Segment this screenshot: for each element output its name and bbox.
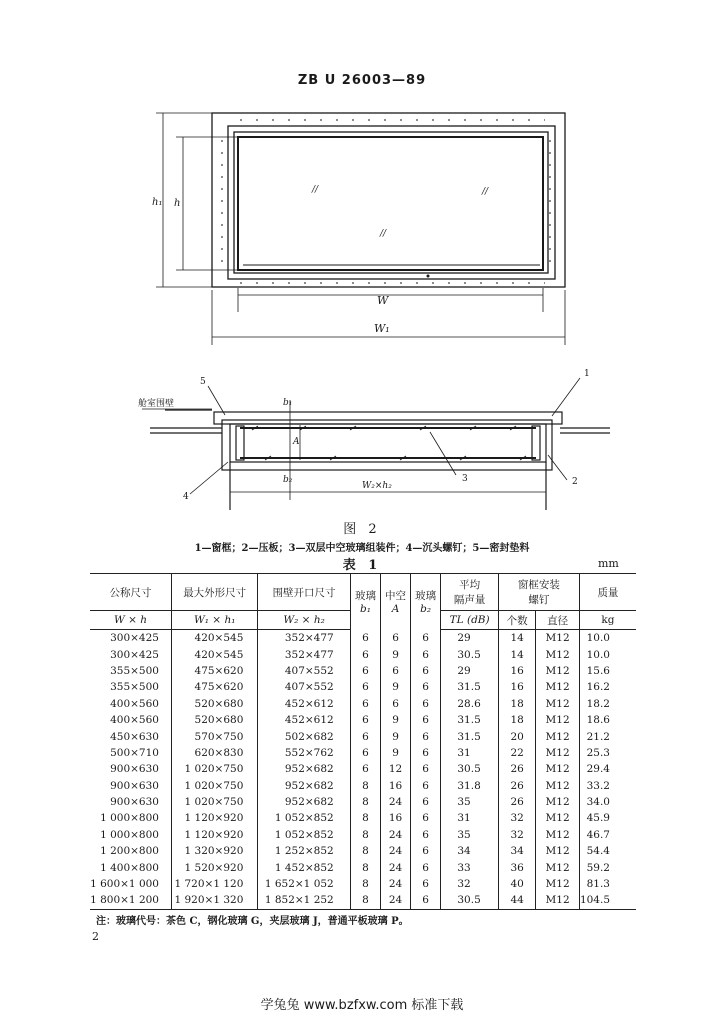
table-cell: 6 [410,859,441,875]
table-cell: 21.2 [579,728,636,744]
table-cell: 952×682 [258,778,350,794]
table-cell: 29 [441,630,499,647]
table-cell: 33 [441,859,499,875]
table-cell: 35 [441,794,499,810]
table-cell: 18.6 [579,712,636,728]
table-unit: mm [598,557,619,570]
table-cell: 6 [410,827,441,843]
table-cell: 355×500 [110,681,159,694]
bolt-markers [222,120,550,283]
table-cell: M12 [536,810,580,826]
th-glass1: 玻璃 b₁ [350,574,381,630]
table-cell: 14 [498,646,535,662]
table-cell: 16 [498,663,535,679]
table-cell: M12 [536,859,580,875]
table-cell: 8 [350,810,381,826]
table-cell: 24 [381,843,411,859]
bulkhead-label: 舱室围壁 [138,399,175,409]
table-cell: 6 [410,696,441,712]
th-opening: 围壁开口尺寸 [258,574,350,611]
table-cell: 452×612 [258,696,350,712]
th-bolts: 窗框安装 螺钉 [498,574,579,611]
table-cell: M12 [536,728,580,744]
table-cell: 502×682 [258,728,350,744]
table-row [90,892,636,909]
table-cell: 6 [350,646,381,662]
th-tl-sym: TL (dB) [441,611,499,630]
th-mass: 质量 [579,574,636,611]
table-cell: 450×630 [110,730,159,743]
table-cell: 6 [350,712,381,728]
dim-b2-label: b₂ [283,475,293,485]
glass-pane-outline [238,137,543,270]
table-cell: 6 [381,696,411,712]
table-cell: M12 [536,892,580,909]
table-cell: M12 [536,794,580,810]
table-cell: 355×500 [110,664,159,677]
table-cell: 30.5 [441,761,499,777]
table-cell: 6 [410,876,441,892]
standard-number-header: ZB U 26003—89 [297,73,427,88]
table-row [90,630,636,647]
table-row [90,859,636,875]
table-cell: 900×630 [110,763,159,776]
table-cell: 407×552 [258,663,350,679]
table-cell: 18 [498,712,535,728]
dim-w1-label: W₁ [374,322,390,335]
table-cell: 30.5 [441,646,499,662]
table-cell: 1 720×1 120 [171,876,257,892]
table-cell: 10.0 [579,646,636,662]
table-cell: 6 [410,810,441,826]
callout-2: 2 [572,477,578,487]
table-cell: 6 [350,696,381,712]
table-row [90,778,636,794]
site-watermark: 学兔兔 www.bzfxw.com 标准下载 [260,998,464,1013]
table-row [90,876,636,892]
table-cell: 40 [498,876,535,892]
table-title: 表 1 [342,558,382,573]
table-cell: 1 120×920 [171,810,257,826]
table-cell: 1 052×852 [258,827,350,843]
table-row [90,843,636,859]
th-hollow: 中空 A [381,574,411,630]
table-cell: 32 [498,810,535,826]
table-cell: 900×630 [110,779,159,792]
table-cell: 24 [381,892,411,909]
table-cell: 1 200×800 [100,845,159,858]
table-cell: 8 [350,794,381,810]
table-cell: 9 [381,712,411,728]
th-mass-unit: kg [579,611,636,630]
callout-3: 3 [462,474,468,484]
table-cell: 24 [381,827,411,843]
table-cell: 1 652×1 052 [258,876,350,892]
table-cell: 15.6 [579,663,636,679]
table-cell: 400×560 [110,697,159,710]
table-cell: 6 [410,679,441,695]
table-cell: 24 [381,794,411,810]
table-cell: 16.2 [579,679,636,695]
table-cell: 33.2 [579,778,636,794]
table-cell: 31.5 [441,712,499,728]
table-cell: 14 [498,630,535,647]
table-cell: 1 120×920 [171,827,257,843]
table-cell: 1 520×920 [171,859,257,875]
callout-5: 5 [200,377,206,387]
table-cell: 46.7 [579,827,636,843]
table-cell: 16 [381,810,411,826]
table-cell: 1 000×800 [100,828,159,841]
table-row [90,761,636,777]
table-cell: 8 [350,859,381,875]
table-cell: 6 [410,778,441,794]
th-tl: 平均 隔声量 [441,574,499,611]
table-cell: 59.2 [579,859,636,875]
table-cell: 6 [410,712,441,728]
table-cell: 6 [350,728,381,744]
table-cell: 1 000×800 [100,812,159,825]
table-cell: 1 800×1 200 [90,892,171,909]
table-cell: 1 320×920 [171,843,257,859]
table-row [90,745,636,761]
table-cell: 10.0 [579,630,636,647]
table-row [90,646,636,662]
table-cell: 1 252×852 [258,843,350,859]
table-cell: 28.6 [441,696,499,712]
table-cell: 352×477 [258,630,350,647]
dim-w-label: W [377,294,389,307]
table-cell: 32 [441,876,499,892]
table-cell: 6 [410,630,441,647]
table-cell: 6 [350,745,381,761]
table-cell: 1 400×800 [100,861,159,874]
spec-table [90,573,636,910]
callout-4: 4 [183,492,189,502]
table-cell: 8 [350,778,381,794]
table-cell: 6 [410,663,441,679]
table-cell: 6 [410,892,441,909]
table-cell: 18 [498,696,535,712]
table-cell: 300×425 [110,632,159,645]
table-cell: 1 600×1 000 [90,878,159,891]
table-cell: 16 [381,778,411,794]
glass-hatch-mark: // [380,229,387,239]
table-cell: M12 [536,630,580,647]
frame-outline-3 [234,132,548,273]
table-cell: M12 [536,778,580,794]
table-cell: 420×545 [171,646,257,662]
table-cell: M12 [536,663,580,679]
table-cell: 9 [381,646,411,662]
table-cell: M12 [536,646,580,662]
table-cell: 8 [350,843,381,859]
table-cell: 26 [498,761,535,777]
table-cell: 1 020×750 [171,761,257,777]
figure-legend: 1—窗框；2—压板；3—双层中空玻璃组装件；4—沉头螺钉；5—密封垫料 [194,543,530,554]
table-cell: 6 [381,663,411,679]
table-note: 注：玻璃代号：茶色 C，钢化玻璃 G，夹层玻璃 J，普通平板玻璃 P。 [96,916,409,927]
table-cell: 34.0 [579,794,636,810]
table-cell: 300×425 [110,648,159,661]
th-outer-sym: W₁ × h₁ [171,611,257,630]
table-cell: 1 852×1 252 [258,892,350,909]
table-cell: 900×630 [110,796,159,809]
table-cell: 45.9 [579,810,636,826]
table-cell: 520×680 [171,712,257,728]
table-cell: 400×560 [110,714,159,727]
table-cell: 32 [498,827,535,843]
table-cell: M12 [536,712,580,728]
table-cell: 6 [350,630,381,647]
table-row [90,728,636,744]
table-cell: M12 [536,761,580,777]
table-cell: 620×830 [171,745,257,761]
table-cell: 104.5 [579,892,636,909]
table-cell: 8 [350,827,381,843]
page-number: 2 [92,930,99,943]
table-cell: 9 [381,728,411,744]
table-cell: 1 020×750 [171,778,257,794]
table-cell: M12 [536,679,580,695]
table-cell: M12 [536,745,580,761]
dim-w2h2-label: W₂×h₂ [362,481,392,491]
table-cell: 81.3 [579,876,636,892]
outer-frame-outline [212,113,565,287]
table-cell: M12 [536,696,580,712]
table-cell: 420×545 [171,630,257,647]
th-opening-sym: W₂ × h₂ [258,611,350,630]
table-cell: 54.4 [579,843,636,859]
th-nominal: 公称尺寸 [90,574,171,611]
table-cell: 6 [410,761,441,777]
dim-h1-label: h₁ [152,197,163,208]
table-row [90,696,636,712]
table-cell: 6 [410,646,441,662]
table-cell: 8 [350,892,381,909]
table-cell: 26 [498,778,535,794]
table-row [90,663,636,679]
table-cell: 20 [498,728,535,744]
table-cell: 9 [381,679,411,695]
table-cell: 29 [441,663,499,679]
dim-h-label: h [174,198,181,209]
table-cell: 6 [350,761,381,777]
table-cell: 24 [381,876,411,892]
th-glass2: 玻璃 b₂ [410,574,441,630]
table-cell: 34 [498,843,535,859]
section-view [150,400,610,510]
table-cell: 44 [498,892,535,909]
table-row [90,679,636,695]
table-cell: 452×612 [258,712,350,728]
table-cell: 30.5 [441,892,499,909]
table-cell: 6 [350,663,381,679]
table-cell: 952×682 [258,794,350,810]
table-cell: 500×710 [110,746,159,759]
table-cell: 8 [350,876,381,892]
table-cell: 12 [381,761,411,777]
table-cell: 1 020×750 [171,794,257,810]
table-cell: M12 [536,876,580,892]
table-cell: 24 [381,859,411,875]
table-row [90,810,636,826]
table-cell: M12 [536,843,580,859]
glass-hatch-mark: // [482,187,489,197]
th-diameter: 直径 [536,611,580,630]
frame-outline-2 [228,126,555,279]
table-cell: 1 052×852 [258,810,350,826]
table-cell: 36 [498,859,535,875]
table-row [90,712,636,728]
table-cell: M12 [536,827,580,843]
callout-leaders [142,378,580,494]
table-cell: 31.8 [441,778,499,794]
table-cell: 570×750 [171,728,257,744]
table-cell: 6 [381,630,411,647]
table-cell: 952×682 [258,761,350,777]
table-cell: 475×620 [171,679,257,695]
table-cell: 31 [441,745,499,761]
glass-hatch-mark: // [312,185,319,195]
table-cell: 352×477 [258,646,350,662]
dim-b1-label: b₁ [283,398,293,408]
th-outer: 最大外形尺寸 [171,574,257,611]
table-row [90,794,636,810]
table-cell: 31 [441,810,499,826]
table-cell: 407×552 [258,679,350,695]
table-cell: 18.2 [579,696,636,712]
table-cell: 552×762 [258,745,350,761]
table-row [90,827,636,843]
table-cell: 520×680 [171,696,257,712]
table-cell: 26 [498,794,535,810]
table-cell: 6 [410,794,441,810]
table-cell: 1 452×852 [258,859,350,875]
dim-a-label: A [293,437,300,447]
callout-1: 1 [584,369,590,379]
table-cell: 9 [381,745,411,761]
table-cell: 475×620 [171,663,257,679]
figure-caption: 图 2 [343,522,381,537]
th-nominal-sym: W × h [90,611,171,630]
table-cell: 25.3 [579,745,636,761]
table-cell: 31.5 [441,728,499,744]
table-cell: 6 [410,745,441,761]
table-cell: 22 [498,745,535,761]
th-count: 个数 [498,611,535,630]
table-cell: 1 920×1 320 [171,892,257,909]
table-cell: 29.4 [579,761,636,777]
table-cell: 34 [441,843,499,859]
table-cell: 6 [350,679,381,695]
table-cell: 16 [498,679,535,695]
table-cell: 31.5 [441,679,499,695]
table-cell: 6 [410,728,441,744]
table-cell: 6 [410,843,441,859]
table-cell: 35 [441,827,499,843]
